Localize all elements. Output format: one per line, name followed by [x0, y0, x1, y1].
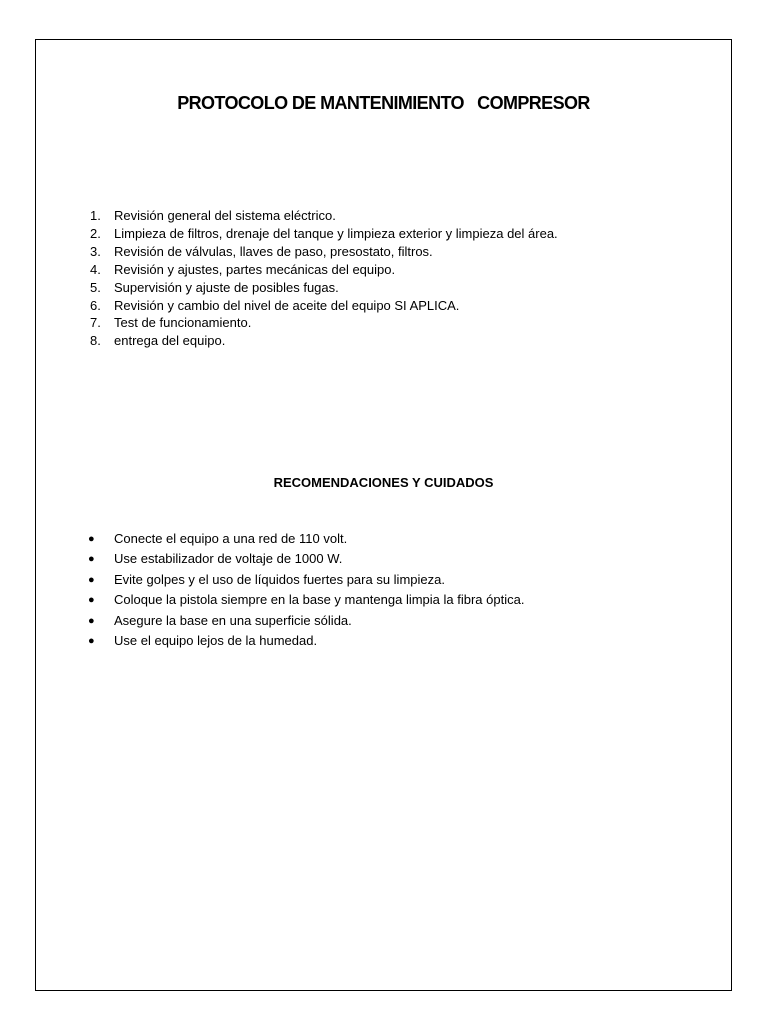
step-text: Revisión general del sistema eléctrico.	[114, 208, 336, 223]
recommendation-text: Use el equipo lejos de la humedad.	[114, 633, 318, 649]
list-item	[90, 207, 558, 225]
list-item	[88, 611, 524, 631]
recommendation-text: Use estabilizador de voltaje de 1000 W.	[114, 551, 343, 567]
list-item	[90, 314, 558, 332]
list-item	[88, 631, 524, 651]
list-item	[90, 243, 558, 261]
document-title: PROTOCOLO DE MANTENIMIENTO COMPRESOR	[177, 93, 590, 113]
recommendation-text: Asegure la base en una superficie sólida.	[114, 612, 352, 628]
bullet-icon: ●	[88, 533, 95, 545]
step-text: Revisión de válvulas, llaves de paso, presostato, filtros.	[114, 243, 433, 259]
step-number: 4.	[90, 261, 101, 277]
bullet-icon: ●	[88, 553, 95, 566]
recommendation-text: Coloque la pistola siempre en la base y mantenga limpia la fibra óptica.	[114, 592, 525, 608]
bullet-icon: ●	[88, 573, 95, 586]
recommendation-text: Conecte el equipo a una red de 110 volt.	[114, 531, 348, 546]
list-item	[90, 225, 558, 243]
step-number: 1.	[90, 208, 101, 223]
step-number: 3.	[90, 243, 101, 259]
bullet-icon: ●	[88, 635, 95, 648]
list-item	[88, 549, 524, 569]
recommendation-text: Evite golpes y el uso de líquidos fuertes para su limpieza.	[114, 571, 445, 587]
step-number: 2.	[90, 225, 101, 241]
step-text: Revisión y cambio del nivel de aceite del equipo SI APLICA.	[114, 297, 460, 313]
list-item	[90, 261, 558, 279]
list-item	[90, 297, 558, 315]
bullet-icon: ●	[88, 614, 95, 627]
step-text: Revisión y ajustes, partes mecánicas del equipo.	[114, 261, 396, 277]
step-number: 7.	[90, 315, 101, 331]
list-item	[88, 570, 524, 590]
step-number: 5.	[90, 279, 101, 295]
list-item	[90, 279, 558, 297]
step-text: Limpieza de filtros, drenaje del tanque y limpieza exterior y limpieza del área.	[114, 225, 558, 241]
bullet-icon: ●	[88, 594, 95, 607]
step-text: Test de funcionamiento.	[114, 315, 252, 331]
list-item	[88, 590, 524, 610]
document-page	[35, 39, 732, 991]
recommendations-list	[88, 529, 524, 651]
step-text: entrega del equipo.	[114, 333, 226, 349]
list-item	[88, 529, 524, 549]
list-item	[90, 332, 558, 350]
step-text: Supervisión y ajuste de posibles fugas.	[114, 279, 339, 295]
recommendations-heading: RECOMENDACIONES Y CUIDADOS	[273, 475, 494, 490]
step-number: 8.	[90, 333, 101, 349]
maintenance-steps-list	[90, 207, 558, 350]
step-number: 6.	[90, 297, 101, 313]
